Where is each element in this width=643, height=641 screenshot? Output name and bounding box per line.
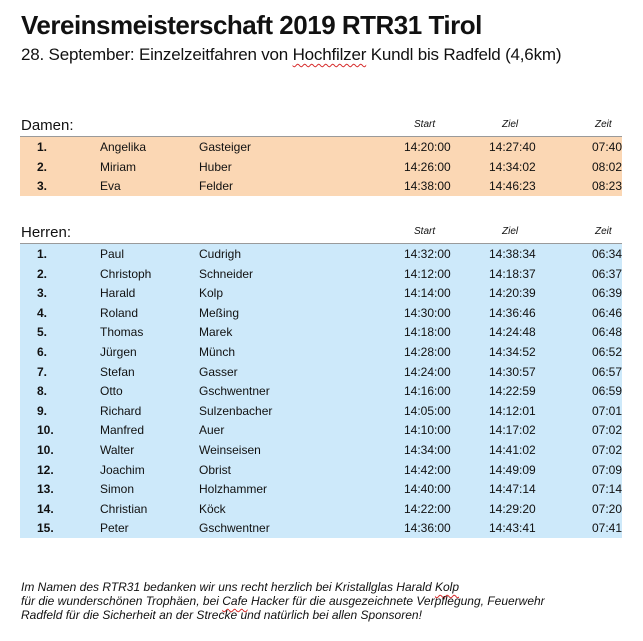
rank-cell: 10. bbox=[37, 423, 54, 438]
start-time-cell: 14:16:00 bbox=[404, 384, 451, 399]
first-name-cell: Paul bbox=[100, 247, 125, 261]
rank-cell: 2. bbox=[37, 159, 48, 174]
first-name-cell: Richard bbox=[100, 403, 142, 418]
start-time-cell: 14:18:00 bbox=[404, 325, 451, 340]
spellcheck-word: Hochfilzer bbox=[292, 45, 367, 64]
first-name-cell: Jürgen bbox=[100, 344, 137, 359]
start-time-cell: 14:36:00 bbox=[404, 521, 451, 536]
rank-cell: 4. bbox=[37, 305, 48, 320]
footer-line-1 bbox=[21, 580, 631, 594]
finish-time-cell: 14:20:39 bbox=[489, 286, 536, 301]
damen-ziel-header: Ziel bbox=[502, 119, 519, 130]
start-time-cell: 14:26:00 bbox=[404, 159, 451, 174]
duration-cell: 08:02 bbox=[592, 159, 623, 174]
last-name-cell: Kolp bbox=[199, 286, 224, 301]
rank-cell: 8. bbox=[37, 384, 48, 399]
footer-line-2-text-start: für die wunderschönen Trophäen, bei bbox=[21, 594, 223, 608]
last-name-cell: Gschwentner bbox=[199, 521, 270, 536]
footer-line-3: Radfeld für die Sicherheit an der Strecke und natürlich bei allen Sponsoren! bbox=[21, 608, 422, 622]
rank-cell: 9. bbox=[37, 403, 48, 418]
rank-cell: 1. bbox=[37, 247, 48, 261]
damen-results-table bbox=[20, 136, 622, 196]
table-row bbox=[20, 362, 622, 382]
duration-cell: 07:02 bbox=[592, 423, 623, 438]
duration-cell: 07:01 bbox=[592, 403, 623, 418]
last-name-cell: Meßing bbox=[199, 305, 240, 320]
last-name-cell: Weinseisen bbox=[199, 442, 261, 457]
finish-time-cell: 14:27:40 bbox=[489, 140, 536, 154]
finish-time-cell: 14:41:02 bbox=[489, 442, 536, 457]
herren-section-label: Herren: bbox=[21, 224, 72, 241]
footer-line-1-text: Im Namen des RTR31 bedanken wir uns recht herzlich bei Kristallglas Harald bbox=[21, 580, 435, 594]
first-name-cell: Miriam bbox=[100, 159, 136, 174]
table-row bbox=[20, 381, 622, 401]
start-time-cell: 14:40:00 bbox=[404, 482, 451, 497]
table-row bbox=[20, 322, 622, 342]
damen-start-header: Start bbox=[414, 119, 436, 130]
finish-time-cell: 14:49:09 bbox=[489, 462, 536, 477]
finish-time-cell: 14:43:41 bbox=[489, 521, 536, 536]
duration-cell: 07:14 bbox=[592, 482, 623, 497]
table-row bbox=[20, 401, 622, 421]
first-name-cell: Eva bbox=[100, 179, 121, 194]
start-time-cell: 14:12:00 bbox=[404, 266, 451, 281]
rank-cell: 3. bbox=[37, 286, 48, 301]
start-time-cell: 14:30:00 bbox=[404, 305, 451, 320]
first-name-cell: Christoph bbox=[100, 266, 152, 281]
first-name-cell: Harald bbox=[100, 286, 136, 301]
rank-cell: 1. bbox=[37, 140, 48, 154]
table-row bbox=[20, 244, 622, 264]
last-name-cell: Gasser bbox=[199, 364, 238, 379]
table-row bbox=[20, 342, 622, 362]
duration-cell: 07:02 bbox=[592, 442, 623, 457]
finish-time-cell: 14:12:01 bbox=[489, 403, 536, 418]
finish-time-cell: 14:34:52 bbox=[489, 344, 536, 359]
damen-section-label: Damen: bbox=[21, 117, 74, 134]
last-name-cell: Gschwentner bbox=[199, 384, 270, 399]
first-name-cell: Walter bbox=[100, 442, 135, 457]
last-name-cell: Marek bbox=[199, 325, 233, 340]
finish-time-cell: 14:47:14 bbox=[489, 482, 536, 497]
finish-time-cell: 14:30:57 bbox=[489, 364, 536, 379]
start-time-cell: 14:34:00 bbox=[404, 442, 451, 457]
start-time-cell: 14:20:00 bbox=[404, 140, 451, 154]
finish-time-cell: 14:36:46 bbox=[489, 305, 536, 320]
duration-cell: 06:57 bbox=[592, 364, 623, 379]
duration-cell: 06:48 bbox=[592, 325, 623, 340]
finish-time-cell: 14:17:02 bbox=[489, 423, 536, 438]
last-name-cell: Sulzenbacher bbox=[199, 403, 273, 418]
table-row bbox=[20, 499, 622, 519]
finish-time-cell: 14:46:23 bbox=[489, 179, 536, 194]
spellcheck-word: Kolp bbox=[434, 580, 459, 594]
table-row bbox=[20, 283, 622, 303]
finish-time-cell: 14:34:02 bbox=[489, 159, 536, 174]
herren-start-header: Start bbox=[414, 226, 436, 237]
first-name-cell: Roland bbox=[100, 305, 139, 320]
first-name-cell: Joachim bbox=[100, 462, 145, 477]
table-row bbox=[20, 176, 622, 196]
rank-cell: 10. bbox=[37, 442, 54, 457]
rank-cell: 6. bbox=[37, 344, 48, 359]
rank-cell: 7. bbox=[37, 364, 48, 379]
start-time-cell: 14:14:00 bbox=[404, 286, 451, 301]
first-name-cell: Stefan bbox=[100, 364, 135, 379]
last-name-cell: Cudrigh bbox=[199, 247, 242, 261]
duration-cell: 07:09 bbox=[592, 462, 623, 477]
subtitle-text-start: 28. September: Einzelzeitfahren von bbox=[21, 45, 293, 64]
rank-cell: 3. bbox=[37, 179, 48, 194]
table-row bbox=[20, 137, 622, 157]
duration-cell: 06:39 bbox=[592, 286, 623, 301]
rank-cell: 5. bbox=[37, 325, 48, 340]
duration-cell: 08:23 bbox=[592, 179, 623, 194]
finish-time-cell: 14:29:20 bbox=[489, 501, 536, 516]
start-time-cell: 14:38:00 bbox=[404, 179, 451, 194]
finish-time-cell: 14:24:48 bbox=[489, 325, 536, 340]
table-row bbox=[20, 460, 622, 480]
herren-zeit-header: Zeit bbox=[595, 226, 612, 237]
first-name-cell: Otto bbox=[100, 384, 123, 399]
table-row bbox=[20, 518, 622, 538]
footer-line-2-text-end: Hacker für die ausgezeichnete Verpflegung, Feuerwehr bbox=[247, 594, 545, 608]
table-row bbox=[20, 440, 622, 460]
first-name-cell: Peter bbox=[100, 521, 129, 536]
start-time-cell: 14:05:00 bbox=[404, 403, 451, 418]
table-row bbox=[20, 303, 622, 323]
last-name-cell: Obrist bbox=[199, 462, 232, 477]
duration-cell: 06:52 bbox=[592, 344, 623, 359]
sponsor-thanks-text bbox=[21, 580, 631, 622]
rank-cell: 14. bbox=[37, 501, 54, 516]
first-name-cell: Manfred bbox=[100, 423, 145, 438]
start-time-cell: 14:10:00 bbox=[404, 423, 451, 438]
start-time-cell: 14:22:00 bbox=[404, 501, 451, 516]
duration-cell: 07:20 bbox=[592, 501, 623, 516]
table-row bbox=[20, 157, 622, 177]
start-time-cell: 14:42:00 bbox=[404, 462, 451, 477]
page-title: Vereinsmeisterschaft 2019 RTR31 Tirol bbox=[21, 10, 482, 40]
last-name-cell: Holzhammer bbox=[199, 482, 268, 497]
herren-results-table bbox=[20, 243, 622, 538]
duration-cell: 06:34 bbox=[592, 247, 623, 261]
first-name-cell: Thomas bbox=[100, 325, 144, 340]
table-row bbox=[20, 479, 622, 499]
last-name-cell: Schneider bbox=[199, 266, 254, 281]
spellcheck-word: Cafe bbox=[222, 594, 248, 608]
finish-time-cell: 14:38:34 bbox=[489, 247, 536, 261]
subtitle bbox=[21, 45, 561, 65]
rank-cell: 2. bbox=[37, 266, 48, 281]
start-time-cell: 14:28:00 bbox=[404, 344, 451, 359]
last-name-cell: Münch bbox=[199, 344, 236, 359]
damen-zeit-header: Zeit bbox=[595, 119, 612, 130]
subtitle-text-end: Kundl bis Radfeld (4,6km) bbox=[366, 45, 562, 64]
start-time-cell: 14:24:00 bbox=[404, 364, 451, 379]
last-name-cell: Auer bbox=[199, 423, 225, 438]
start-time-cell: 14:32:00 bbox=[404, 247, 451, 261]
footer-line-2 bbox=[21, 594, 631, 608]
first-name-cell: Christian bbox=[100, 501, 148, 516]
first-name-cell: Angelika bbox=[100, 140, 147, 154]
table-row bbox=[20, 420, 622, 440]
duration-cell: 07:41 bbox=[592, 521, 623, 536]
table-row bbox=[20, 264, 622, 284]
first-name-cell: Simon bbox=[100, 482, 135, 497]
herren-ziel-header: Ziel bbox=[502, 226, 519, 237]
rank-cell: 13. bbox=[37, 482, 54, 497]
last-name-cell: Gasteiger bbox=[199, 140, 252, 154]
last-name-cell: Felder bbox=[199, 179, 234, 194]
duration-cell: 06:37 bbox=[592, 266, 623, 281]
duration-cell: 06:46 bbox=[592, 305, 623, 320]
rank-cell: 15. bbox=[37, 521, 54, 536]
last-name-cell: Huber bbox=[199, 159, 232, 174]
last-name-cell: Köck bbox=[199, 501, 226, 516]
finish-time-cell: 14:18:37 bbox=[489, 266, 536, 281]
finish-time-cell: 14:22:59 bbox=[489, 384, 536, 399]
duration-cell: 06:59 bbox=[592, 384, 623, 399]
duration-cell: 07:40 bbox=[592, 140, 623, 154]
rank-cell: 12. bbox=[37, 462, 54, 477]
